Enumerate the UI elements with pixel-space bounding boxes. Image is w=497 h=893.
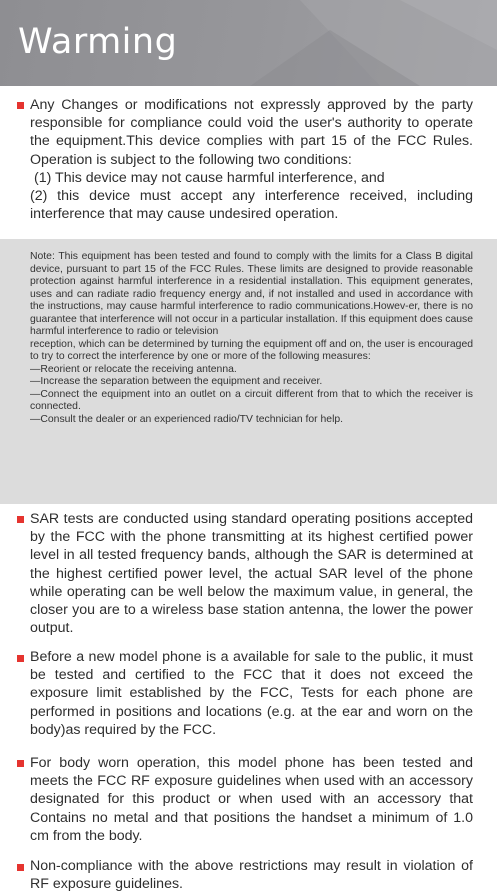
warning-condition-2: (2) this device must accept any interference received, including interference that may cause undesired operation. (30, 188, 473, 223)
bullet-warning (17, 102, 24, 109)
warning-text: Any Changes or modifications not expressly approved by the party responsible for compliance could void the user's authority to operate the equipment.This device complies with part 15 of the FCC Rules. Operation is subject to the following two conditions: (30, 97, 473, 168)
note-text-continued: reception, which can be determined by turning the equipment off and on, the user is encouraged to try to correct the interference by one or more of the following measures: (30, 338, 473, 362)
bullet-non-compliance (17, 864, 24, 871)
bullet-sale (17, 655, 24, 662)
non-compliance-paragraph: Non-compliance with the above restrictions may result in violation of RF exposure guidelines. (30, 858, 473, 893)
note-paragraph (30, 251, 473, 426)
warning-paragraph (30, 96, 473, 223)
page-title: Warming (18, 22, 178, 62)
bullet-sar (17, 516, 24, 523)
bullet-body-worn (17, 760, 24, 767)
note-text: Note: This equipment has been tested and found to comply with the limits for a Class B digital device, pursuant to part 15 of the FCC Rules. These limits are designed to provide reasonable protection against harmful interference in a residential installation. This equipment generates, uses and can radiate radio frequency energy and, if not installed and used in accordance with the instructions, may cause harmful interference to radio communications.Howev-er, there is no guarantee that interference will not occur in a particular installation. If this equipment does cause harmful interference to radio or television (30, 251, 474, 337)
note-measure: —Connect the equipment into an outlet on a circuit different from that to which the receiver is connected. (30, 388, 473, 412)
header-banner (0, 0, 497, 86)
note-measure: —Reorient or relocate the receiving antenna. (30, 363, 237, 375)
warning-condition-1: (1) This device may not cause harmful interference, and (34, 169, 385, 186)
sar-paragraph: SAR tests are conducted using standard operating positions accepted by the FCC with the phone transmitting at its highest certified power level in all tested frequency bands, although the SAR is determined at the highest certified power level, the actual SAR level of the phone while operating can be well below the maximum value, in general, the closer you are to a wireless base station antenna, the lower the power output. (30, 511, 473, 637)
note-measure: —Increase the separation between the equipment and receiver. (30, 376, 323, 387)
sale-paragraph: Before a new model phone is a available for sale to the public, it must be tested and certified to the FCC that it does not exceed the exposure limit established by the FCC, Tests for each phone are performed in positions and locations (e.g. at the ear and worn on the body)as required by the FCC. (30, 649, 473, 738)
body-worn-paragraph: For body worn operation, this model phone has been tested and meets the FCC RF exposure guidelines when used with an accessory designated for this product or when used with an accessory that Contains no metal and that positions the handset a minimum of 1.0 cm from the body. (30, 755, 473, 844)
note-measure: —Consult the dealer or an experienced radio/TV technician for help. (30, 413, 344, 425)
